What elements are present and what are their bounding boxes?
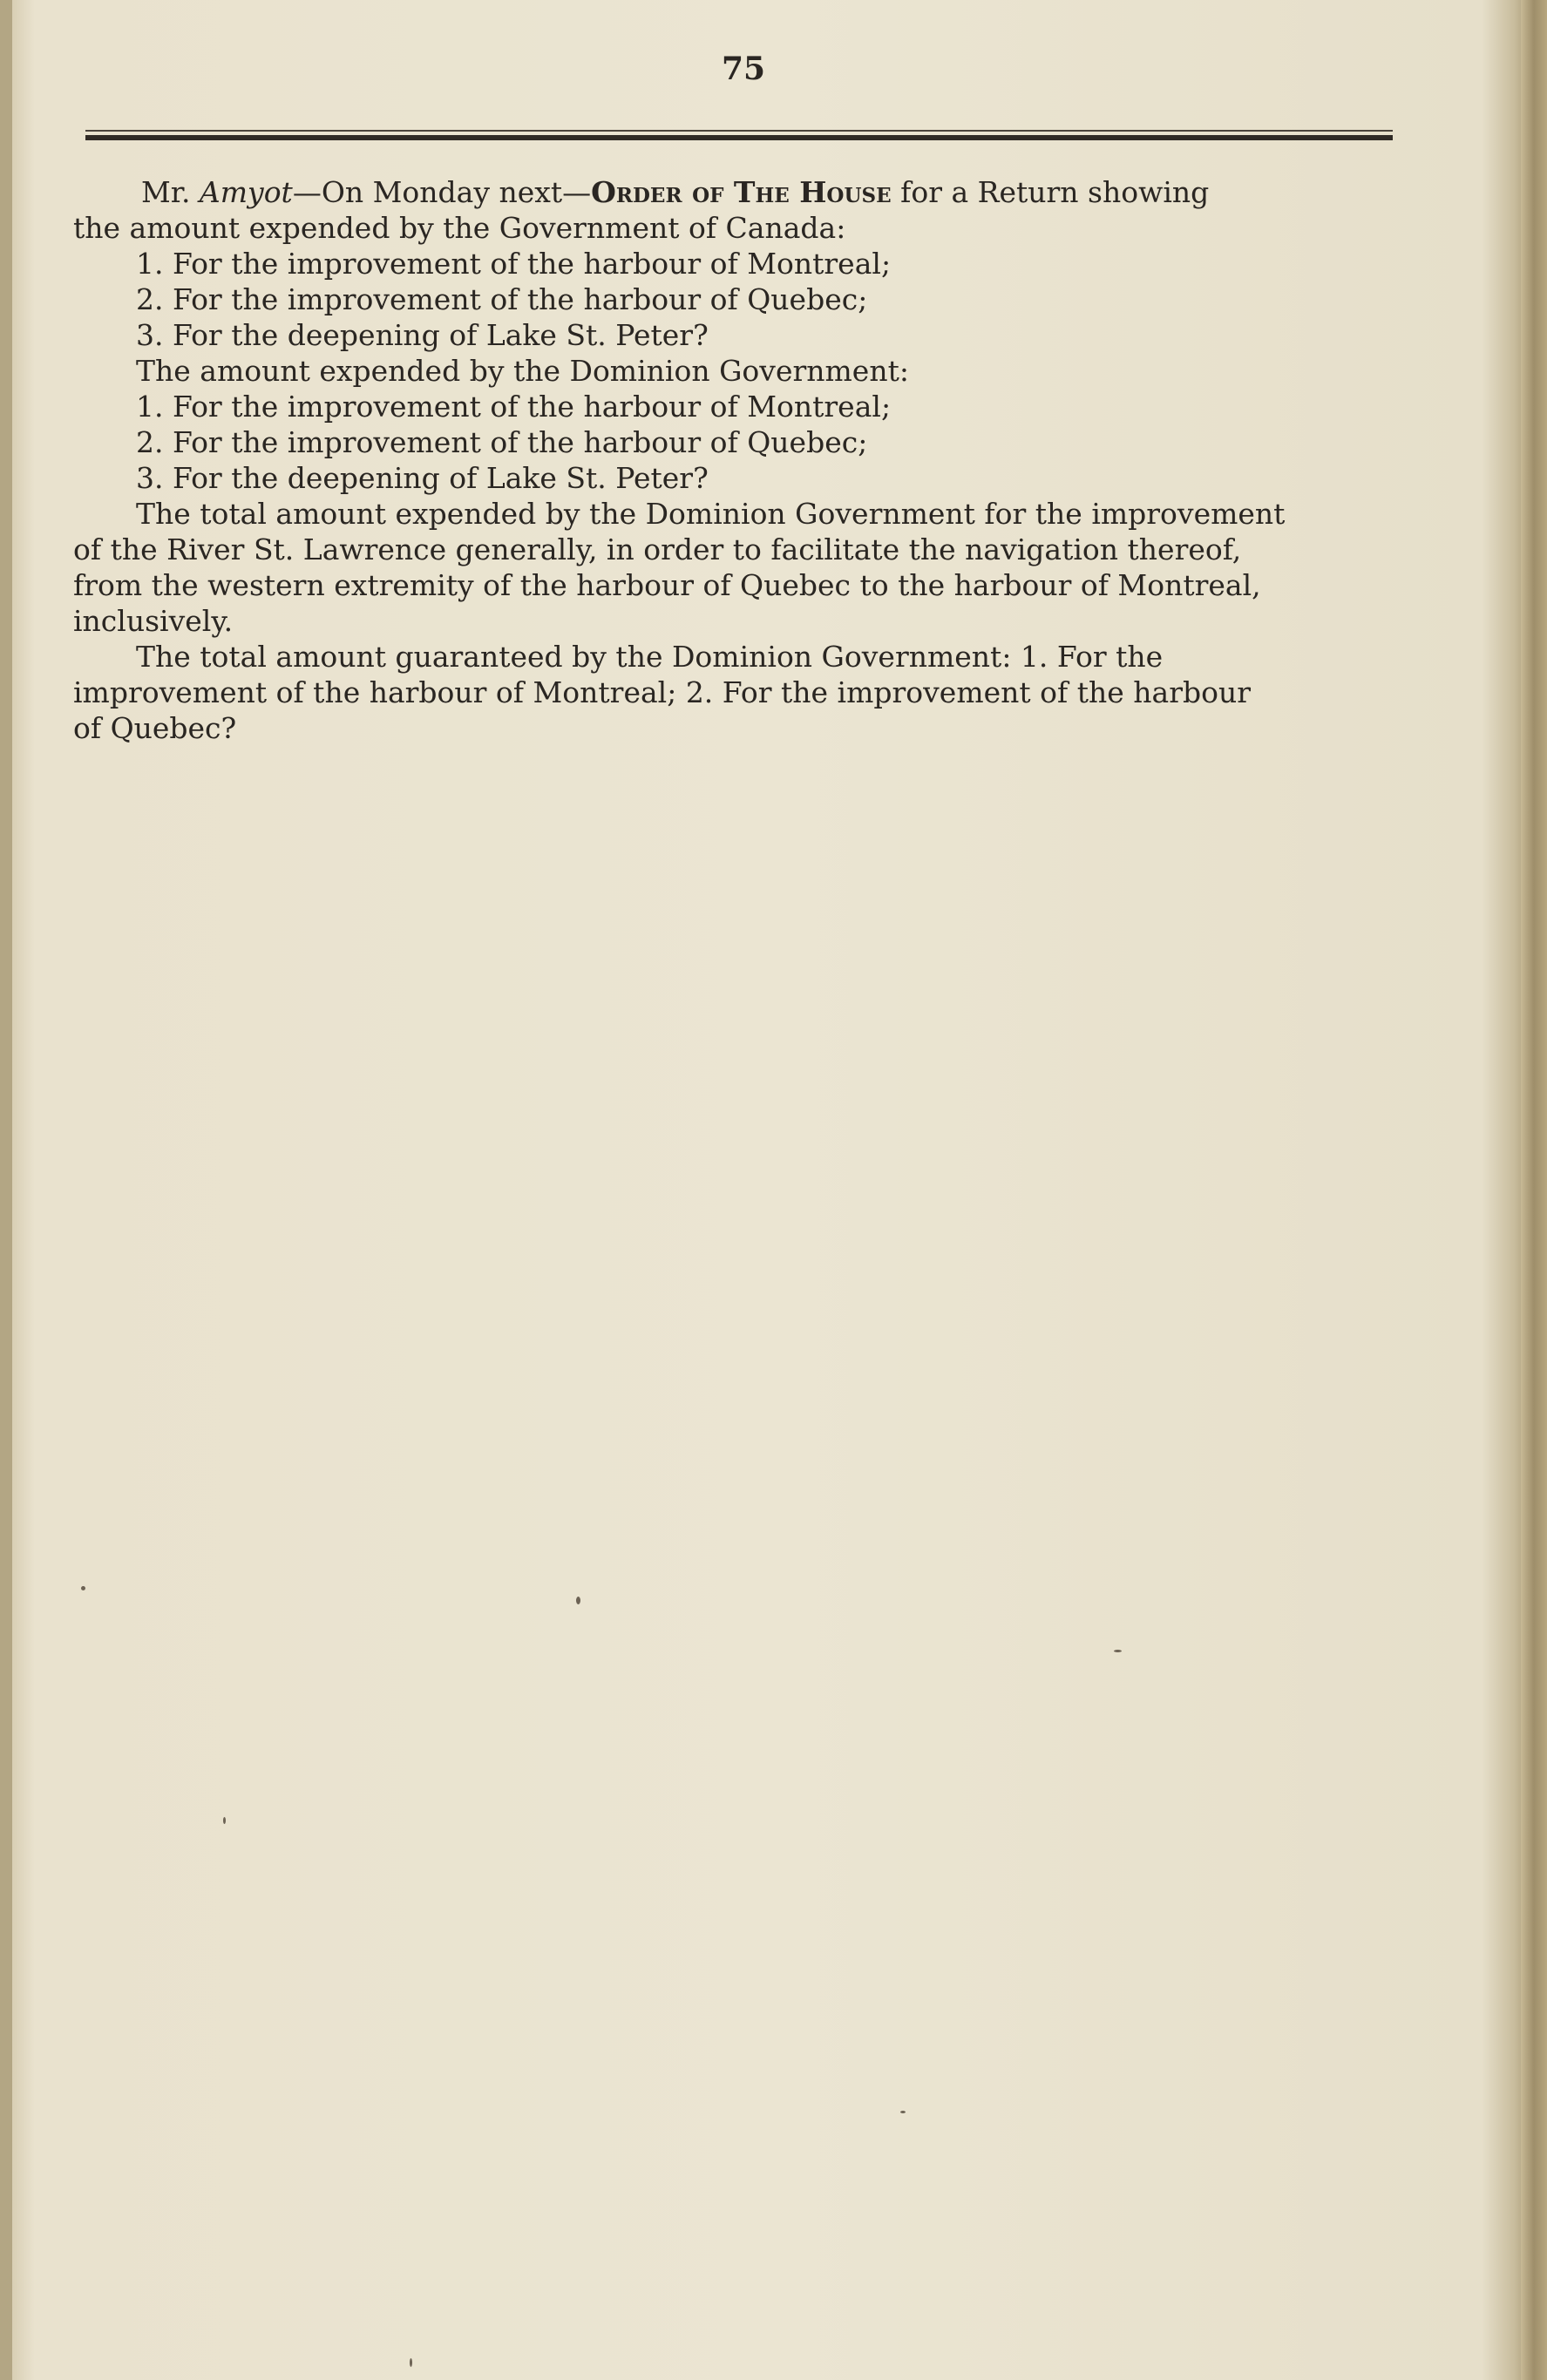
text-line: The total amount expended by the Dominion Government for the improvement	[136, 497, 1286, 531]
header-rule-thin	[85, 130, 1393, 132]
text-line: the amount expended by the Government of Canada:	[73, 211, 846, 245]
notice-text	[73, 174, 1393, 746]
line-pre: Mr.	[141, 175, 200, 209]
paper-speck	[223, 1817, 226, 1824]
text-line: 2. For the improvement of the harbour of Quebec;	[136, 425, 868, 459]
text-line: 3. For the deepening of Lake St. Peter?	[136, 318, 709, 352]
paper-speck	[81, 1586, 85, 1590]
paper-speck	[576, 1597, 580, 1604]
text-line: The total amount guaranteed by the Dominion Government: 1. For the	[136, 640, 1164, 674]
text-line: 1. For the improvement of the harbour of Montreal;	[136, 247, 892, 281]
text-line: from the western extremity of the harbour of Quebec to the harbour of Montreal,	[73, 568, 1261, 602]
text-line: improvement of the harbour of Montreal; 2. For the improvement of the harbour	[73, 675, 1251, 709]
page-edge	[1521, 0, 1547, 2380]
order-of-the-house: Order of The House	[591, 175, 892, 209]
text-line: The amount expended by the Dominion Government:	[136, 354, 909, 388]
page-number: 75	[722, 51, 766, 87]
paper-speck	[1114, 1650, 1122, 1652]
text-line: 2. For the improvement of the harbour of Quebec;	[136, 282, 868, 316]
paper-speck	[410, 2358, 412, 2367]
text-line: 1. For the improvement of the harbour of Montreal;	[136, 390, 892, 424]
text-line	[73, 174, 1393, 210]
line-post: for a Return showing	[891, 175, 1210, 209]
binding-edge	[0, 0, 12, 2380]
text-line: of the River St. Lawrence generally, in order to facilitate the navigation thereof,	[73, 532, 1242, 566]
text-line: 3. For the deepening of Lake St. Peter?	[136, 461, 709, 495]
line-mid: —On Monday next—	[292, 175, 592, 209]
header-rule-thick	[85, 135, 1393, 140]
paper-speck	[900, 2111, 906, 2113]
text-line: inclusively.	[73, 604, 234, 638]
text-line: of Quebec?	[73, 711, 237, 745]
speaker-name: Amyot	[199, 175, 293, 209]
